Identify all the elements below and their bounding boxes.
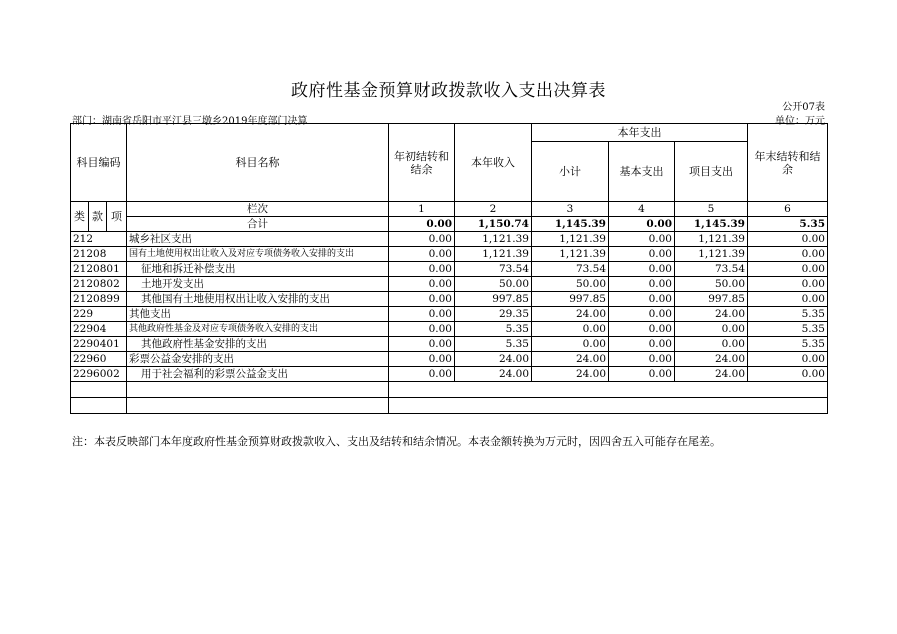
row-basic: 0.00 — [609, 322, 675, 337]
form-number: 公开07表 — [782, 102, 825, 113]
row-name: 土地开发支出 — [127, 277, 389, 292]
row-income: 50.00 — [455, 277, 532, 292]
row-end: 5.35 — [748, 307, 828, 322]
table-row — [71, 262, 828, 277]
row-code: 22904 — [71, 322, 127, 337]
row-begin: 0.00 — [389, 292, 455, 307]
row-income: 997.85 — [455, 292, 532, 307]
total-subtotal: 1,145.39 — [532, 217, 609, 232]
row-income: 24.00 — [455, 367, 532, 382]
header-lei: 类 — [71, 202, 89, 232]
row-name: 国有土地使用权出让收入及对应专项债务收入安排的支出 — [127, 247, 389, 262]
header-income: 本年收入 — [455, 124, 532, 202]
header-expense-group: 本年支出 — [532, 124, 748, 142]
total-row — [71, 217, 828, 232]
row-income: 24.00 — [455, 352, 532, 367]
footnote: 注：本表反映部门本年度政府性基金预算财政拨款收入、支出及结转和结余情况。本表金额转换为万元时，因四舍五入可能存在尾差。 — [72, 435, 721, 448]
total-basic: 0.00 — [609, 217, 675, 232]
table-row — [71, 352, 828, 367]
row-code: 229 — [71, 307, 127, 322]
row-income: 5.35 — [455, 322, 532, 337]
department-label: 部门：湖南省岳阳市平江县三墩乡2019年度部门决算 — [72, 116, 308, 127]
table-row — [71, 277, 828, 292]
row-code: 2120899 — [71, 292, 127, 307]
header-xiang: 项 — [107, 202, 127, 232]
table-row — [71, 247, 828, 262]
row-project: 24.00 — [675, 307, 748, 322]
row-project: 24.00 — [675, 352, 748, 367]
row-income: 73.54 — [455, 262, 532, 277]
row-name: 其他支出 — [127, 307, 389, 322]
row-project: 0.00 — [675, 322, 748, 337]
row-end: 5.35 — [748, 322, 828, 337]
row-code: 2120802 — [71, 277, 127, 292]
col-no-3: 3 — [532, 202, 609, 217]
row-name: 征地和拆迁补偿支出 — [127, 262, 389, 277]
row-subtotal: 1,121.39 — [532, 232, 609, 247]
row-begin: 0.00 — [389, 367, 455, 382]
header-kuan: 款 — [89, 202, 107, 232]
row-basic: 0.00 — [609, 277, 675, 292]
row-subtotal: 24.00 — [532, 367, 609, 382]
row-income: 1,121.39 — [455, 232, 532, 247]
row-project: 0.00 — [675, 337, 748, 352]
row-end: 0.00 — [748, 352, 828, 367]
unit-label: 单位：万元 — [775, 116, 825, 127]
row-name: 用于社会福利的彩票公益金支出 — [127, 367, 389, 382]
page-title: 政府性基金预算财政拨款收入支出决算表 — [291, 81, 606, 101]
row-code: 2120801 — [71, 262, 127, 277]
header-name: 科目名称 — [127, 124, 389, 202]
row-project: 997.85 — [675, 292, 748, 307]
fund-table — [70, 123, 828, 414]
lanci-label: 栏次 — [127, 202, 389, 217]
row-code: 2296002 — [71, 367, 127, 382]
row-end: 0.00 — [748, 232, 828, 247]
row-begin: 0.00 — [389, 352, 455, 367]
row-name: 城乡社区支出 — [127, 232, 389, 247]
row-name: 其他国有土地使用权出让收入安排的支出 — [127, 292, 389, 307]
empty-cell — [127, 398, 389, 414]
row-basic: 0.00 — [609, 232, 675, 247]
row-name: 其他政府性基金及对应专项债务收入安排的支出 — [127, 322, 389, 337]
row-end: 0.00 — [748, 292, 828, 307]
row-basic: 0.00 — [609, 262, 675, 277]
row-income: 5.35 — [455, 337, 532, 352]
row-name: 其他政府性基金安排的支出 — [127, 337, 389, 352]
empty-cell — [389, 382, 828, 398]
header-end-balance: 年末结转和结余 — [748, 124, 828, 202]
row-project: 24.00 — [675, 367, 748, 382]
header-begin-balance: 年初结转和结余 — [389, 124, 455, 202]
row-basic: 0.00 — [609, 352, 675, 367]
empty-cell — [389, 398, 828, 414]
col-no-1: 1 — [389, 202, 455, 217]
empty-cell — [71, 382, 127, 398]
row-begin: 0.00 — [389, 322, 455, 337]
row-end: 0.00 — [748, 247, 828, 262]
table-row — [71, 322, 828, 337]
row-subtotal: 0.00 — [532, 337, 609, 352]
row-end: 0.00 — [748, 367, 828, 382]
row-begin: 0.00 — [389, 232, 455, 247]
header-project: 项目支出 — [675, 142, 748, 202]
row-subtotal: 0.00 — [532, 322, 609, 337]
row-name: 彩票公益金安排的支出 — [127, 352, 389, 367]
row-project: 1,121.39 — [675, 232, 748, 247]
total-end: 5.35 — [748, 217, 828, 232]
row-begin: 0.00 — [389, 277, 455, 292]
row-begin: 0.00 — [389, 337, 455, 352]
table-row — [71, 232, 828, 247]
row-code: 212 — [71, 232, 127, 247]
total-income: 1,150.74 — [455, 217, 532, 232]
row-subtotal: 73.54 — [532, 262, 609, 277]
row-basic: 0.00 — [609, 247, 675, 262]
row-basic: 0.00 — [609, 337, 675, 352]
row-subtotal: 24.00 — [532, 307, 609, 322]
row-project: 50.00 — [675, 277, 748, 292]
row-subtotal: 50.00 — [532, 277, 609, 292]
header-code: 科目编码 — [71, 124, 127, 202]
empty-cell — [127, 382, 389, 398]
empty-cell — [71, 398, 127, 414]
row-subtotal: 24.00 — [532, 352, 609, 367]
table-row — [71, 307, 828, 322]
row-code: 2290401 — [71, 337, 127, 352]
row-begin: 0.00 — [389, 247, 455, 262]
row-end: 0.00 — [748, 262, 828, 277]
row-basic: 0.00 — [609, 307, 675, 322]
table-row — [71, 292, 828, 307]
col-no-5: 5 — [675, 202, 748, 217]
total-begin: 0.00 — [389, 217, 455, 232]
row-end: 0.00 — [748, 277, 828, 292]
col-no-6: 6 — [748, 202, 828, 217]
col-no-4: 4 — [609, 202, 675, 217]
row-end: 5.35 — [748, 337, 828, 352]
col-no-2: 2 — [455, 202, 532, 217]
row-subtotal: 1,121.39 — [532, 247, 609, 262]
empty-row — [71, 398, 828, 414]
row-begin: 0.00 — [389, 262, 455, 277]
header-basic: 基本支出 — [609, 142, 675, 202]
row-begin: 0.00 — [389, 307, 455, 322]
row-project: 1,121.39 — [675, 247, 748, 262]
row-income: 1,121.39 — [455, 247, 532, 262]
row-income: 29.35 — [455, 307, 532, 322]
total-project: 1,145.39 — [675, 217, 748, 232]
header-subtotal: 小计 — [532, 142, 609, 202]
row-code: 22960 — [71, 352, 127, 367]
row-subtotal: 997.85 — [532, 292, 609, 307]
total-label: 合计 — [127, 217, 389, 232]
empty-row — [71, 382, 828, 398]
row-basic: 0.00 — [609, 367, 675, 382]
table-row — [71, 337, 828, 352]
table-row — [71, 367, 828, 382]
row-project: 73.54 — [675, 262, 748, 277]
row-code: 21208 — [71, 247, 127, 262]
row-basic: 0.00 — [609, 292, 675, 307]
